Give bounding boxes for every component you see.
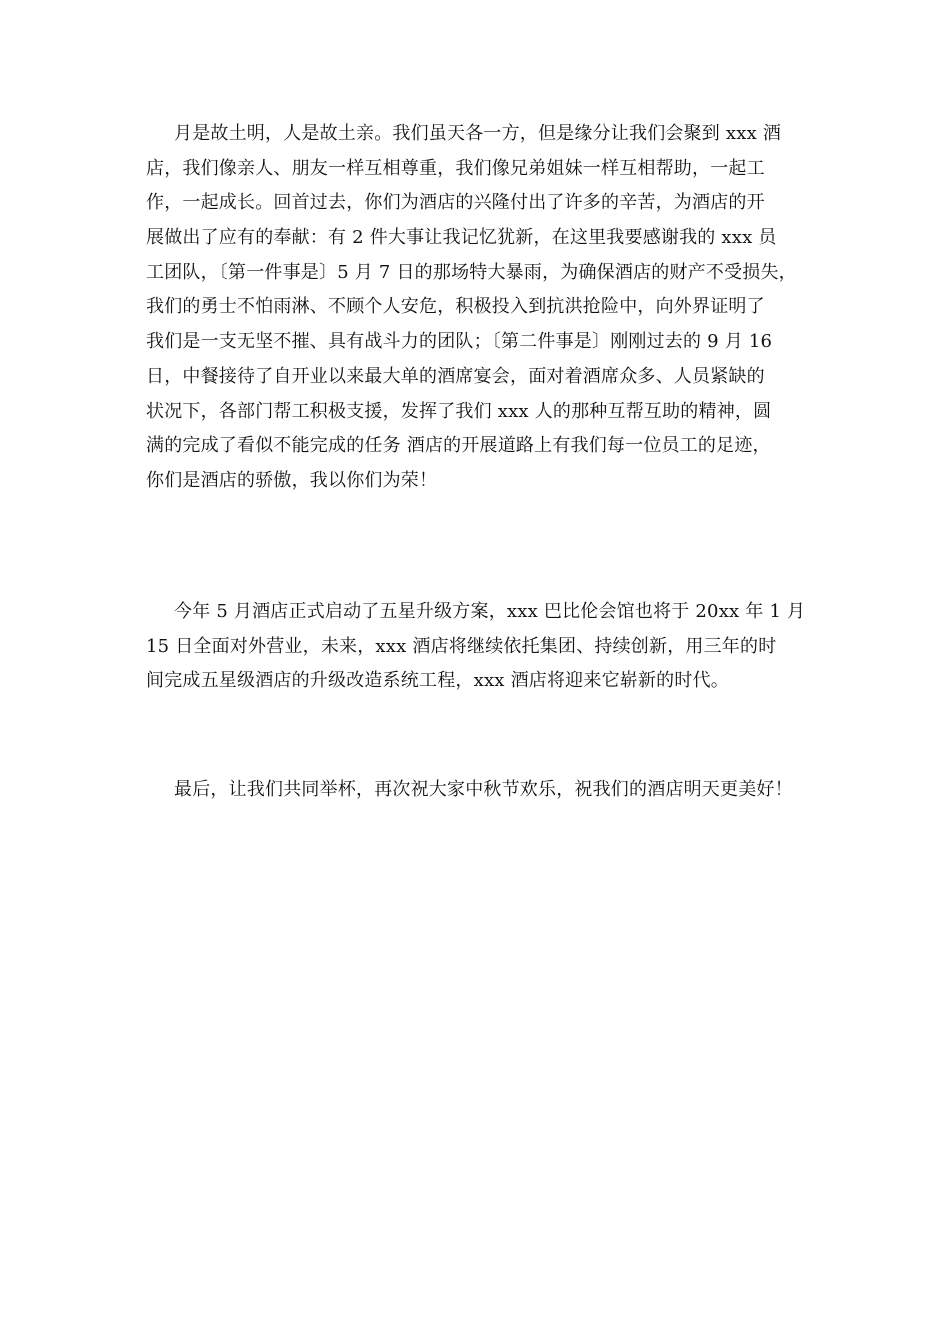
text-line: 间完成五星级酒店的升级改造系统工程，xxx 酒店将迎来它崭新的时代。 [146,670,729,692]
text-line: 状况下，各部门帮工积极支援，发挥了我们 xxx 人的那种互帮互助的精神，圆 [146,400,772,422]
paragraph-five-star-upgrade [146,595,826,699]
text-line: 满的完成了看似不能完成的任务 酒店的开展道路上有我们每一位员工的足迹， [146,435,771,457]
text-line: 作，一起成长。回首过去，你们为酒店的兴隆付出了许多的辛苦，为酒店的开 [146,192,765,214]
text-line: 最后，让我们共同举杯，再次祝大家中秋节欢乐，祝我们的酒店明天更美好！ [174,779,793,800]
paragraph-team-thanks [146,117,826,499]
text-line: 店，我们像亲人、朋友一样互相尊重，我们像兄弟姐妹一样互相帮助，一起工 [146,157,765,179]
text-line: 15 日全面对外营业，未来，xxx 酒店将继续依托集团、持续创新，用三年的时 [146,635,777,657]
text-line: 日，中餐接待了自开业以来最大单的酒席宴会，面对着酒席众多、人员紧缺的 [146,365,765,387]
paragraph-closing-toast [146,773,826,808]
text-line: 今年 5 月酒店正式启动了五星升级方案，xxx 巴比伦会馆也将于 20xx 年 1 月 [174,601,806,622]
text-line: 展做出了应有的奉献：有 2 件大事让我记忆犹新，在这里我要感谢我的 xxx 员 [146,227,777,249]
text-line: 我们的勇士不怕雨淋、不顾个人安危，积极投入到抗洪抢险中，向外界证明了 [146,296,765,318]
text-line: 月是故土明，人是故土亲。我们虽天各一方，但是缘分让我们会聚到 xxx 酒 [174,123,782,144]
text-line: 你们是酒店的骄傲，我以你们为荣！ [146,469,438,491]
text-line: 我们是一支无坚不摧、具有战斗力的团队；〔第二件事是〕刚刚过去的 9 月 16 [146,331,773,353]
text-line: 工团队，〔第一件事是〕5 月 7 日的那场特大暴雨，为确保酒店的财产不受损失， [146,261,797,283]
